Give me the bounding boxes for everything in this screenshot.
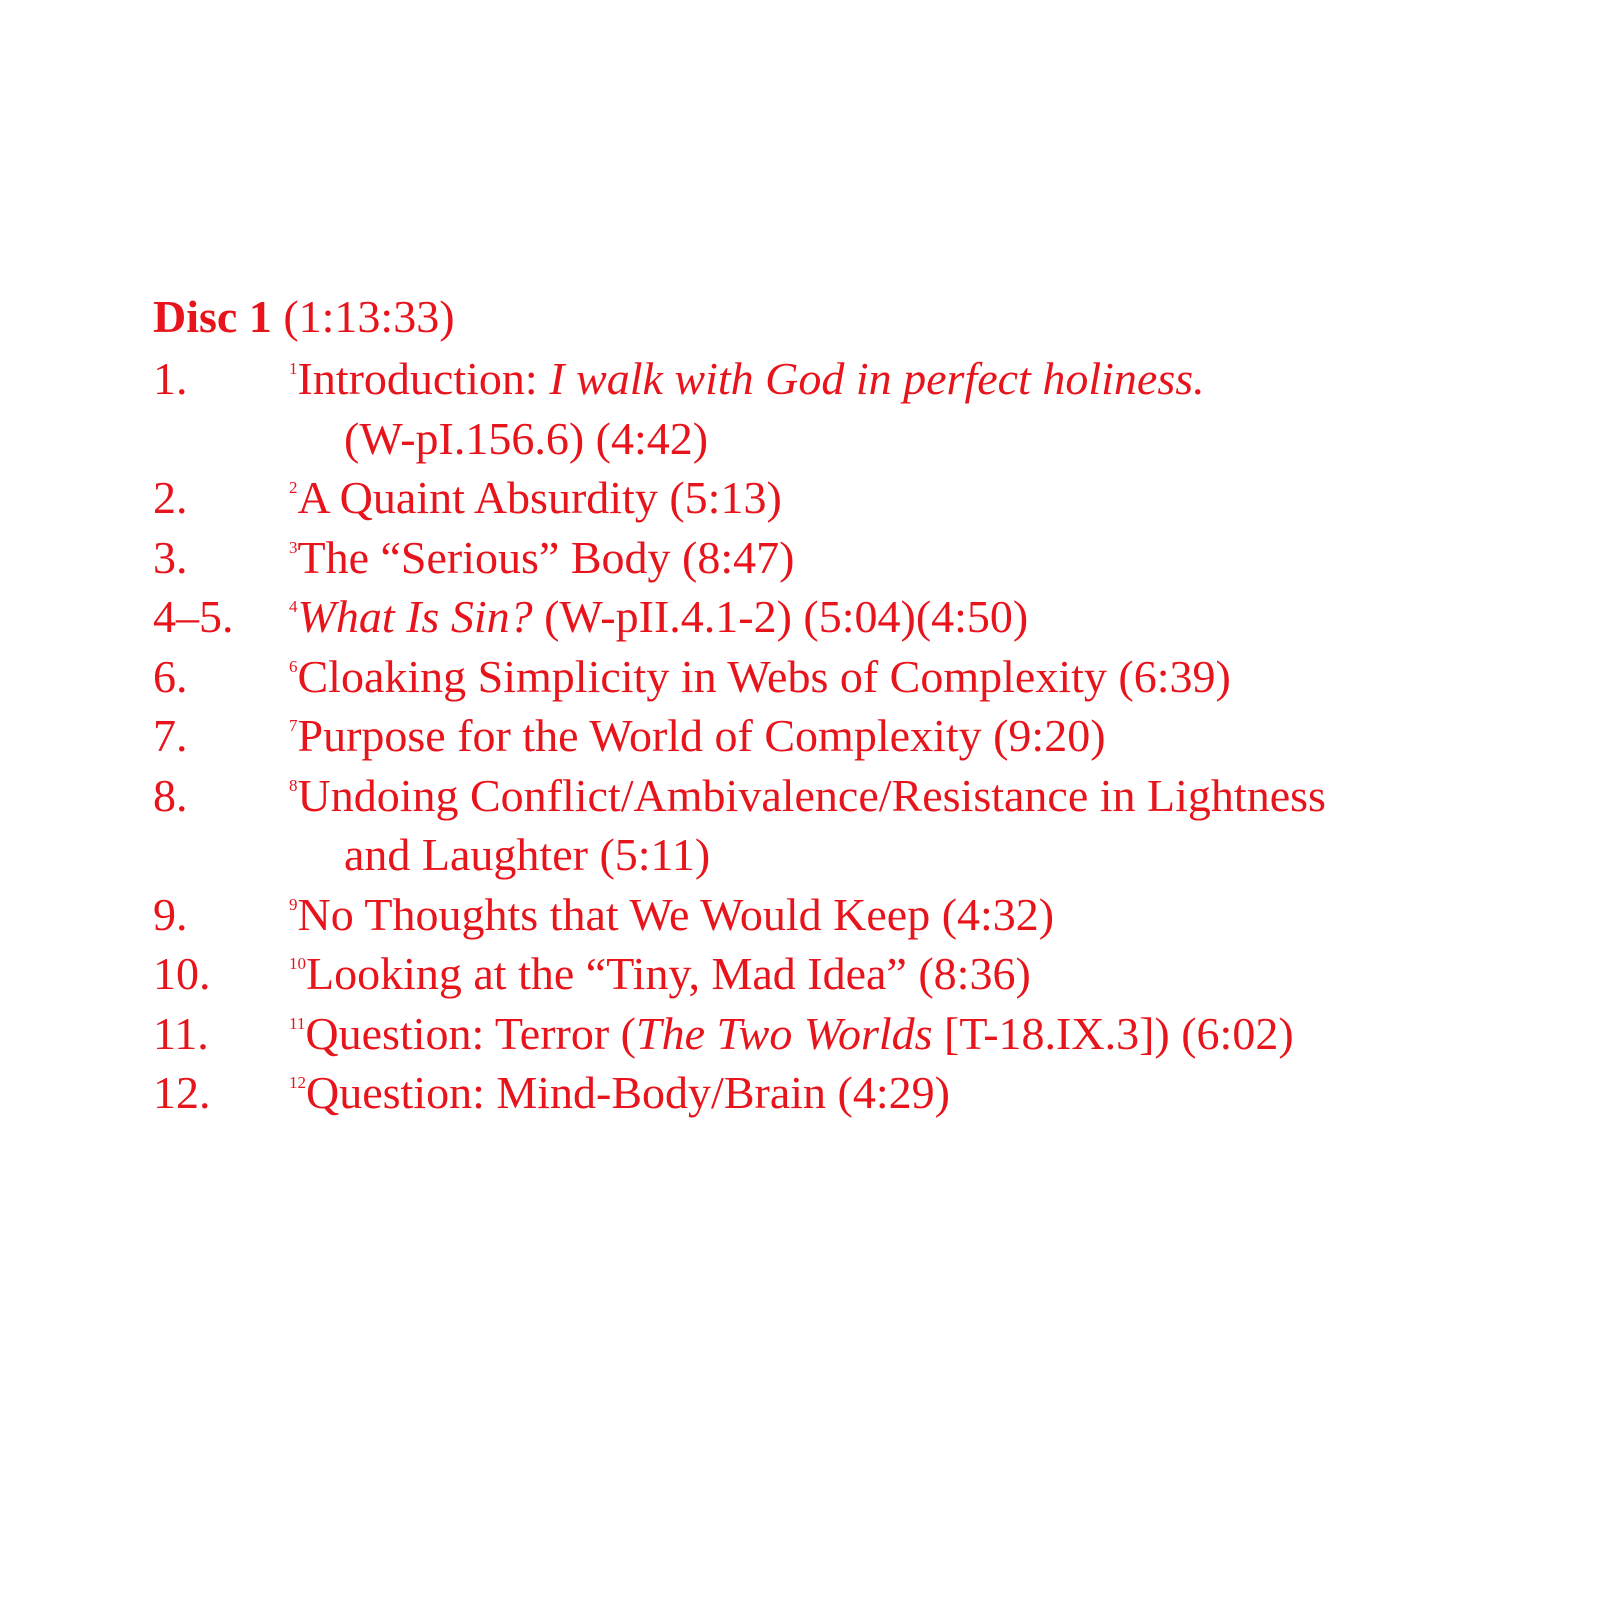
track-number: 2. <box>153 472 188 523</box>
track-superscript: 6 <box>289 656 298 676</box>
track-superscript: 4 <box>289 597 298 616</box>
track-item <box>153 885 1573 945</box>
track-title-text: Purpose for the World of Complexity (9:20) <box>297 710 1106 761</box>
track-number: 9. <box>153 888 188 940</box>
track-superscript: 12 <box>289 1073 306 1092</box>
track-number: 1. <box>153 353 188 404</box>
track-number: 7. <box>153 710 188 761</box>
track-title <box>289 587 1573 647</box>
track-title-text: Introduction: <box>297 353 550 404</box>
track-title <box>289 944 1573 1004</box>
track-title-text: Looking at the “Tiny, Mad Idea” (8:36) <box>306 948 1031 999</box>
track-item <box>153 944 1573 1004</box>
track-title-text: A Quaint Absurdity (5:13) <box>297 472 782 523</box>
track-title <box>289 468 1573 528</box>
track-superscript: 9 <box>289 894 298 914</box>
track-title-text: Undoing Conflict/Ambivalence/Resistance in Lightness <box>297 769 1326 821</box>
track-title-text: No Thoughts that We Would Keep (4:32) <box>297 888 1055 940</box>
track-superscript: 3 <box>289 537 298 557</box>
track-superscript: 11 <box>289 1013 306 1033</box>
track-item <box>153 706 1573 766</box>
track-item <box>153 647 1573 707</box>
track-item <box>153 766 1573 885</box>
track-title-text: Cloaking Simplicity in Webs of Complexity (6:39) <box>297 650 1231 702</box>
track-title-italic: The Two Worlds <box>636 1007 933 1059</box>
track-number: 8. <box>153 769 188 821</box>
track-superscript: 1 <box>289 359 298 378</box>
track-title <box>289 885 1573 945</box>
track-item <box>153 349 1573 468</box>
track-superscript: 10 <box>289 954 306 973</box>
track-title <box>289 1004 1573 1064</box>
disc-duration: (1:13:33) <box>283 291 455 342</box>
track-title <box>289 647 1573 707</box>
track-title-continuation: and Laughter (5:11) <box>344 829 711 880</box>
track-title <box>289 1063 1573 1123</box>
track-title-text: The “Serious” Body (8:47) <box>297 531 795 583</box>
track-title-italic: What Is Sin? <box>297 591 533 642</box>
track-superscript: 7 <box>289 716 298 735</box>
disc-heading <box>153 292 455 342</box>
track-title <box>289 528 1573 588</box>
track-item <box>153 1063 1573 1123</box>
track-number: 6. <box>153 650 188 702</box>
track-number: 12. <box>153 1067 211 1118</box>
track-number: 4–5. <box>153 591 234 642</box>
track-title-text-after: [T-18.IX.3]) (6:02) <box>932 1007 1294 1059</box>
track-title-text: (W-pII.4.1-2) (5:04)(4:50) <box>532 591 1029 642</box>
track-item <box>153 587 1573 647</box>
track-title-continuation: (W-pI.156.6) (4:42) <box>344 412 709 464</box>
track-title <box>289 349 1573 468</box>
track-number: 3. <box>153 531 188 583</box>
track-superscript: 2 <box>289 478 298 497</box>
track-superscript: 8 <box>289 775 298 795</box>
track-title-text: Question: Terror ( <box>305 1007 636 1059</box>
track-title-text: Question: Mind-Body/Brain (4:29) <box>306 1067 950 1118</box>
track-number: 11. <box>153 1007 209 1059</box>
track-title <box>289 706 1573 766</box>
disc-label: Disc 1 <box>153 291 272 342</box>
track-item <box>153 468 1573 528</box>
track-list <box>153 349 1573 1123</box>
track-item <box>153 1004 1573 1064</box>
track-title <box>289 766 1573 885</box>
track-number: 10. <box>153 948 211 999</box>
track-title-italic: I walk with God in perfect holiness. <box>549 353 1205 404</box>
track-item <box>153 528 1573 588</box>
